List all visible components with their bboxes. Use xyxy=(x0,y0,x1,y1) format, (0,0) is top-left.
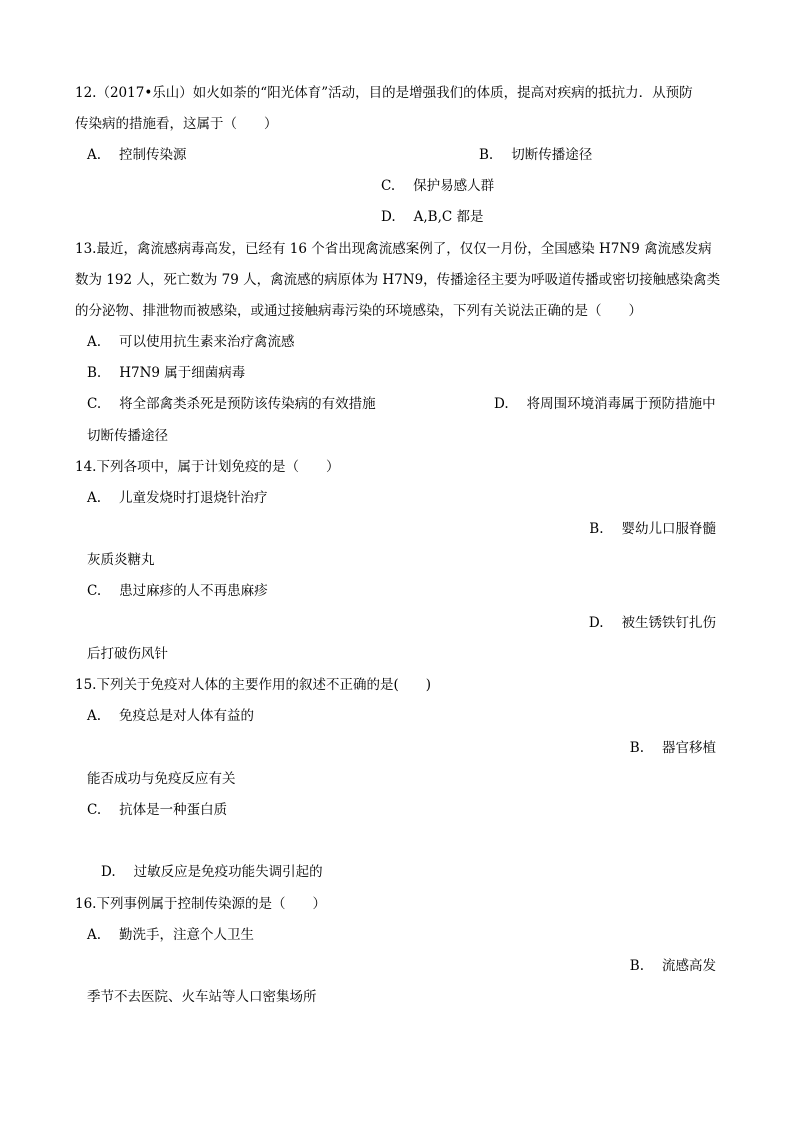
option-text: 切断传播途径 xyxy=(511,147,593,163)
option-text: 抗体是一种蛋白质 xyxy=(119,802,228,818)
q15-option-a xyxy=(87,706,254,726)
option-label: C. xyxy=(381,178,396,194)
q16-stem-line-1: 16.下列事例属于控制传染源的是（ ） xyxy=(75,896,326,912)
q12-option-a xyxy=(87,145,187,165)
q12-stem-line-1: 12.（2017•乐山）如火如荼的“阳光体育”活动，目的是增强我们的体质，提高对疾病的抵抗力．从预防 xyxy=(75,85,693,101)
q12-stem-line-2: 传染病的措施看，这属于（ ） xyxy=(75,116,278,132)
q13-option-a xyxy=(87,332,295,352)
q14-option-a xyxy=(87,488,268,508)
option-label: B. xyxy=(479,147,494,163)
q14-stem-line-1: 14.下列各项中，属于计划免疫的是（ ） xyxy=(75,459,340,475)
q14-option-d xyxy=(589,613,716,633)
option-text: 免疫总是对人体有益的 xyxy=(119,708,255,724)
option-label: A. xyxy=(87,147,102,163)
option-text: 儿童发烧时打退烧针治疗 xyxy=(119,490,268,506)
q13-option-b xyxy=(87,363,245,383)
option-label: B. xyxy=(589,521,604,537)
option-text: H7N9 属于细菌病毒 xyxy=(119,365,246,381)
q15-option-b-continuation: 能否成功与免疫反应有关 xyxy=(87,771,236,787)
q16-option-b xyxy=(630,956,716,976)
option-label: B. xyxy=(87,365,102,381)
option-label: C. xyxy=(87,583,102,599)
option-label: A. xyxy=(87,334,102,350)
option-text: 将全部禽类杀死是预防该传染病的有效措施 xyxy=(119,396,376,412)
q15-option-c xyxy=(87,800,227,820)
option-text: 可以使用抗生素来治疗禽流感 xyxy=(119,334,295,350)
q14-option-c xyxy=(87,581,268,601)
option-text: 婴幼儿口服脊髓 xyxy=(621,521,716,537)
q12-option-c xyxy=(381,176,494,196)
q15-stem-line-1: 15.下列关于免疫对人体的主要作用的叙述不正确的是( ) xyxy=(75,677,432,693)
q14-option-b-continuation: 灰质炎糖丸 xyxy=(87,552,155,568)
option-label: D. xyxy=(381,209,396,225)
q12-option-b xyxy=(479,145,592,165)
option-text: 勤洗手，注意个人卫生 xyxy=(119,927,255,943)
option-text: A,B,C 都是 xyxy=(413,209,484,225)
q15-option-b xyxy=(630,738,716,758)
option-text: 器官移植 xyxy=(662,740,716,756)
option-label: B. xyxy=(629,958,644,974)
option-label: C. xyxy=(87,396,102,412)
option-text: 过敏反应是免疫功能失调引起的 xyxy=(133,864,323,880)
q15-option-d xyxy=(101,862,323,882)
option-text: 被生锈铁钉扎伤 xyxy=(621,615,716,631)
option-label: D. xyxy=(101,864,116,880)
q13-stem-line-2: 数为 192 人，死亡数为 79 人，禽流感的病原体为 H7N9，传播途径主要为呼吸道传播或密切接触感染禽类 xyxy=(75,272,721,288)
option-label: A. xyxy=(87,927,102,943)
option-text: 将周围环境消毒属于预防措施中 xyxy=(526,396,716,412)
q16-option-a xyxy=(87,925,254,945)
option-label: B. xyxy=(629,740,644,756)
option-text: 控制传染源 xyxy=(119,147,187,163)
option-label: D. xyxy=(588,615,604,631)
q13-stem-line-1: 13.最近，禽流感病毒高发，已经有 16 个省出现禽流感案例了，仅仅一月份，全国感染 H7N9 禽流感发病 xyxy=(75,241,712,257)
q13-stem-line-3: 的分泌物、排泄物而被感染，或通过接触病毒污染的环境感染，下列有关说法正确的是（ ） xyxy=(75,303,642,319)
option-label: D. xyxy=(494,396,509,412)
q13-option-d-continuation: 切断传播途径 xyxy=(87,428,168,444)
q13-option-d xyxy=(494,394,716,414)
option-label: A. xyxy=(87,490,102,506)
option-text: 流感高发 xyxy=(662,958,716,974)
option-text: 保护易感人群 xyxy=(413,178,495,194)
option-label: C. xyxy=(87,802,102,818)
q14-option-b xyxy=(589,519,716,539)
option-label: A. xyxy=(87,708,102,724)
q16-option-b-continuation: 季节不去医院、火车站等人口密集场所 xyxy=(87,989,317,1005)
q14-option-d-continuation: 后打破伤风针 xyxy=(87,646,168,662)
q13-option-c xyxy=(87,394,376,414)
option-text: 患过麻疹的人不再患麻疹 xyxy=(119,583,268,599)
q12-option-d xyxy=(381,207,484,227)
